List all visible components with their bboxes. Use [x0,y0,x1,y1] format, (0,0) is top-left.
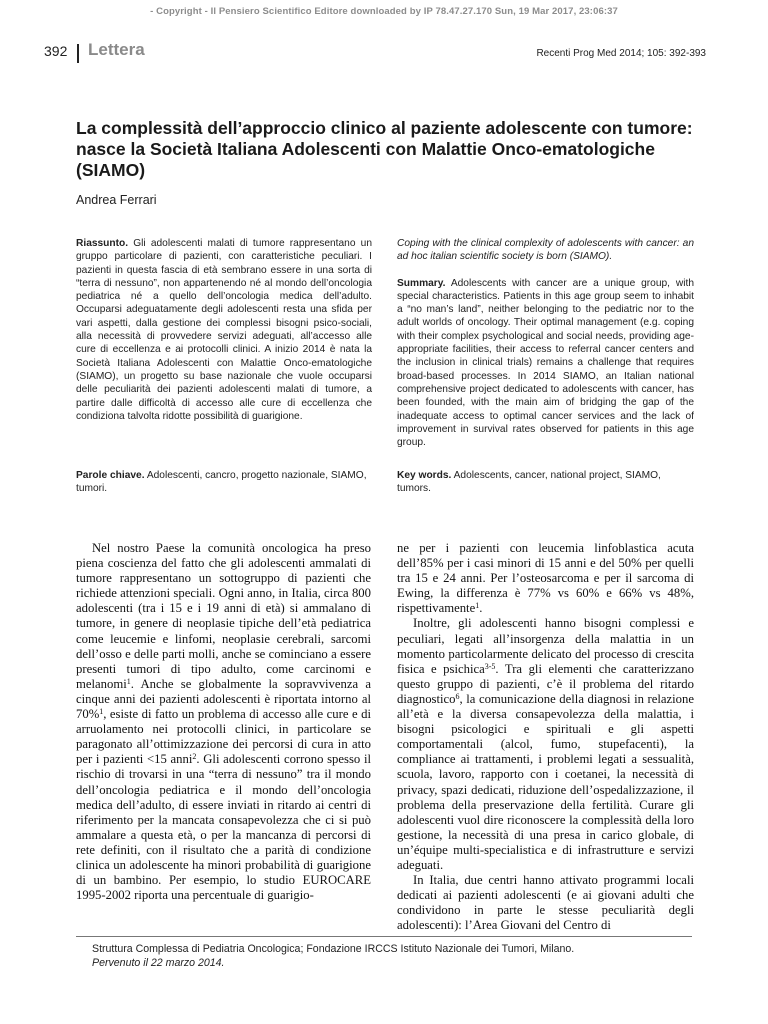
received-date: Pervenuto il 22 marzo 2014. [92,957,225,969]
affiliation: Struttura Complessa di Pediatria Oncologica; Fondazione IRCCS Istituto Nazionale dei Tumori, Milano. [92,943,575,955]
journal-reference: Recenti Prog Med 2014; 105: 392-393 [536,48,706,59]
body-column-right [397,541,694,933]
body-paragraph: Inoltre, gli adolescenti hanno bisogni complessi e peculiari, legati all’insorgenza della malattia in un momento particolarmente delicato del processo di crescita fisica e psichica$^{3-5}$. Tra gli elementi che caratterizzano questo gruppo di pazienti, c’è il problema del ritardo diagnostico$^6$, la comunicazione della diagnosi in relazione all’età e la diversa consapevolezza della malattia, i bisogni psicologici e spirituali e gli aspetti comportamentali (alcol, fumo, stupefacenti), la compliance ai trattamenti, i problemi legati a sessualità, scuola, lavoro, rapporto con i coetanei, la necessità di privacy, spazi dedicati, riduzione dell’ospedalizzazione, il problema della preservazione della fertilità. Curare gli adolescenti vuol dire riconoscere la complessità della loro gestione, la necessità di una presa in carico globale, di un’équipe multi-specialistica e di infrastrutture e servizi adeguati. [397,616,694,872]
keywords-english [397,469,694,496]
author-name: Andrea Ferrari [76,193,157,207]
body-paragraph-continued: ne per i pazienti con leucemia linfoblastica acuta dell’85% per i casi minori di 15 anni e del 50% per quelli tra 15 e 24 anni. Per l’osteosarcoma e per il sarcoma di Ewing, la differenza è 77% vs 60% e 66% vs 48%, rispettivamente$^1$. [397,541,694,616]
article-title: La complessità dell’approccio clinico al paziente adolescente con tumore: nasce la Società Italiana Adolescenti con Malattie Onco-ematologiche (SIAMO) [76,118,693,180]
body-paragraph: Nel nostro Paese la comunità oncologica ha preso piena coscienza del fatto che gli adolescenti ammalati di tumore rappresentano un sottogruppo di pazienti che richiede attenzioni speciali. Ogni anno, in Italia, circa 800 adolescenti (tra i 15 e i 19 anni di età) si ammalano di tumore, in genere di neoplasie tipiche dell’età pediatrica come leucemie e linfomi, neoplasie cerebrali, sarcomi dell’osso e delle parti molli, anche se cominciano a essere presenti tumori di tipo adulto, come carcinomi e melanomi$^1$. Anche se globalmente la sopravvivenza a cinque anni dei pazienti adolescenti è riportata intorno al 70%$^1$, esiste di fatto un problema di accesso alle cure e di arruolamento nei protocolli clinici, in particolare se paragonato all’ottimizzazione dei percorsi di cura in atto per i pazienti <15 anni$^2$. Gli adolescenti corrono spesso il rischio di trovarsi in una “terra di nessuno” tra il mondo dell’oncologia pediatrica e il mondo dell’oncologia medica dell’adulto, di essere inviati in ritardo ai centri di riferimento per la mancata consapevolezza che ci si può ammalare a questa età, o per la mancanza di percorsi di rete definiti, con il risultato che a parità di condizione clinica un adolescente ha minori probabilità di guarigione di un bambino. Per esempio, lo studio EUROCARE 1995-2002 riporta una percentuale di guarigio- [76,541,371,903]
page-number: 392 [44,43,68,59]
section-label: Lettera [88,40,145,59]
key-words-text: Adolescents, cancer, national project, SIAMO, tumors. [397,470,661,495]
footer-divider [76,936,692,937]
abstract-text: Gli adolescenti malati di tumore rappresentano un gruppo particolare di pazienti, con caratteristiche peculiari. I pazienti in questa fascia di età sembrano essere in una sorta di “terra di nessuno”, non appartenendo né al mondo dell’oncologia pediatrica né a quello dell’oncologia medica dell’adulto. Occuparsi adeguatamente degli adolescenti resta una sfida per vari aspetti, dalla gestione dei complessi bisogni psico-sociali, alla necessità di provvedere servizi adeguati, all’accesso alle cure di eccellenza e ai protocolli clinici. A inizio 2014 è nata la Società Italiana Adolescenti con Malattie Onco-ematologiche (SIAMO), un progetto su base nazionale che vuole occuparsi delle peculiarità dei pazienti adolescenti malati di tumore, a partire dalle difficoltà di accesso alle cure di eccellenza che condiziona talvolta ridotte possibilità di guarigione. [76,238,372,422]
keywords-text: Adolescenti, cancro, progetto nazionale, SIAMO, tumori. [76,470,367,495]
page-header [44,42,706,64]
body-column-left [76,541,371,903]
summary-label: Summary. [397,277,446,289]
header-divider [77,44,79,63]
keywords-italian [76,469,372,496]
abstract-italian [76,237,372,423]
key-words-label: Key words. [397,470,452,481]
english-title: Coping with the clinical complexity of adolescents with cancer: an ad hoc italian scientific society is born (SIAMO). [397,238,694,263]
body-paragraph: In Italia, due centri hanno attivato programmi locali dedicati ai pazienti adolescenti (e ai giovani adulti che condividono in parte le stesse peculiarità degli adolescenti): l’Area Giovani del Centro di [397,873,694,933]
abstract-english [397,237,694,449]
summary-text: Adolescents with cancer are a unique group, with special characteristics. Patients in this age group seem to inhabit a “no man’s land”, neither belonging to the pediatric nor to the adult worlds of oncology. Their optimal management (e.g. coping with their complex psychological and social needs, providing age-appropriate facilities, their access to referral cancer centers and the inclusion in clinical trials) remains a challenge that requires broad-based processes. In 2014 SIAMO, an Italian national comprehensive project dedicated to adolescents with cancer, has been founded, with the main aim of bridging the gap of the inadequate access to optimal cancer services and the lack of improvement in survival rates observed for patients in this age group. [397,277,694,449]
footnote [92,942,692,970]
copyright-notice: - Copyright - Il Pensiero Scientifico Editore downloaded by IP 78.47.27.170 Sun, 19 Mar 2017, 23:06:37 [150,6,618,17]
abstract-label: Riassunto. [76,238,129,249]
keywords-label: Parole chiave. [76,470,145,481]
